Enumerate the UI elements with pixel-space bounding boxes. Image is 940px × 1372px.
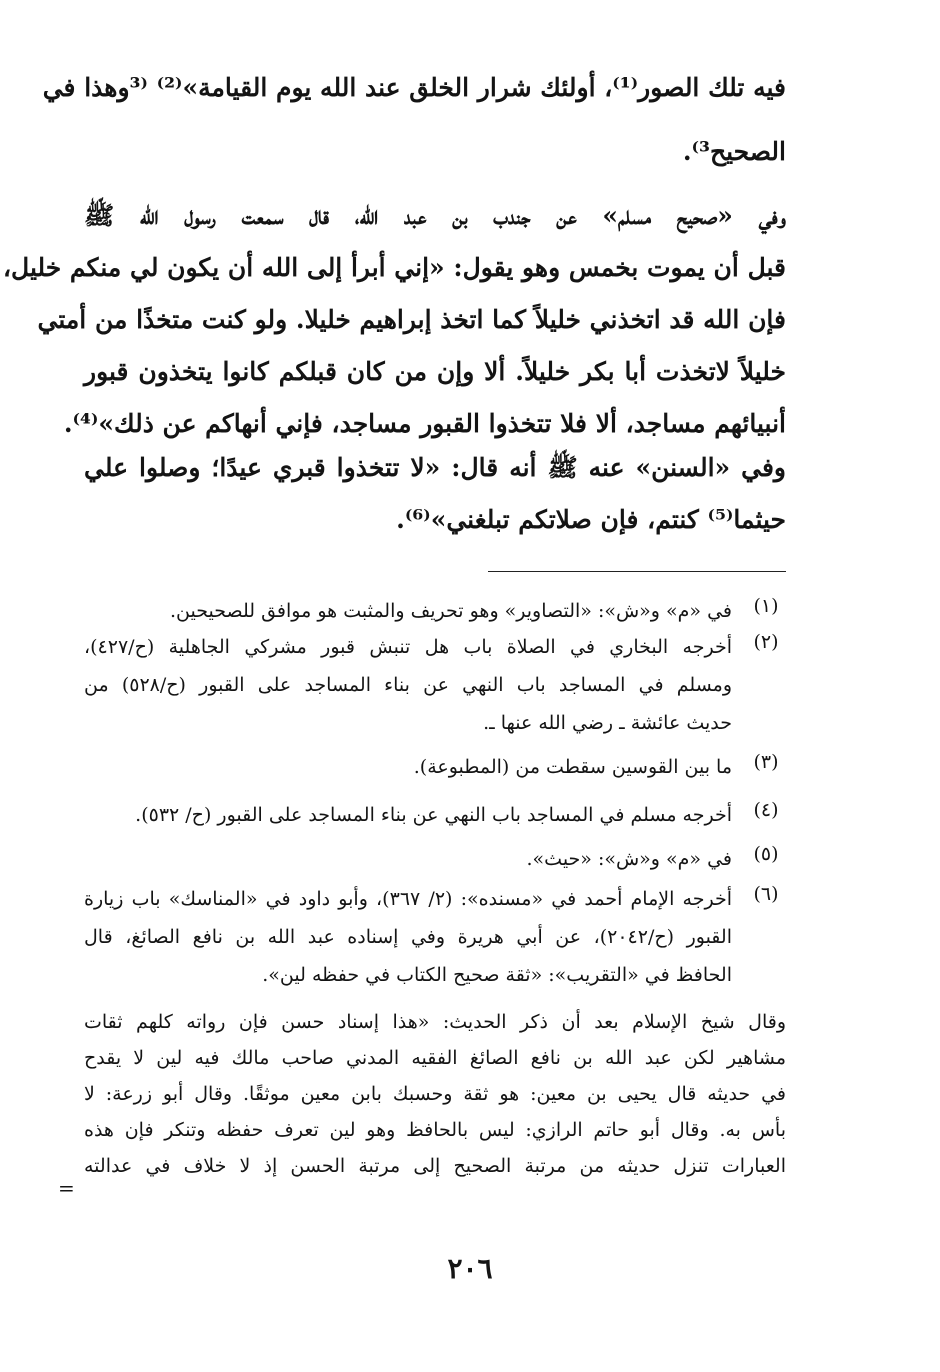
footnote-number: (٥) [753,843,779,865]
footnote-line: القبور (ح/٢٠٤٢)، عن أبي هريرة وفي إسناده عبد الله بن نافع الصائغ، قال [84,926,732,948]
paragraph-1-line-1: فيه تلك الصور⁽¹⁾، أولئك شرار الخلق عند الله يوم القيامة»⁽²⁾ ⁽³وهذا في [42,73,786,102]
text-line: حيثما⁽⁵⁾ كنتم، فإن صلاتكم تبلغني»⁽⁶⁾. [396,505,786,534]
text-line: وفي «صحيح مسلم» عن جندب بن عبد الله، قال سمعت رسول الله ﷺ [84,201,786,230]
continuation-mark: = [58,1176,75,1200]
footnote-number: (١) [753,595,779,617]
footnote-line: في «م» و«ش»: «حيث». [526,848,732,870]
footnote-line: بأس به. وقال أبو حاتم الرازي: ليس بالحافظ وهو لين تعرف حفظه وتنكر فإن هذه [84,1119,786,1141]
footnote-6-continuation [84,1004,786,1184]
footnote-line: مشاهير لكن عبد الله بن نافع الصائغ الفقيه المدني صاحب مالك فيه لين لا يقدح [84,1047,786,1069]
footnote-line: أخرجه مسلم في المساجد باب النهي عن بناء المساجد على القبور (ح/ ٥٣٢). [135,804,732,826]
footnote-number: (٤) [753,799,779,821]
footnote-line: الحافظ في «التقريب»: «ثقة صحيح الكتاب في حفظه لين». [262,964,732,986]
footnote-line: في حديثه قال يحيى بن معين: هو ثقة وحسبك بابن معين موثقًا. وقال أبو زرعة: لا [84,1083,786,1105]
text-line: أنبيائهم مساجد، ألا فلا تتخذوا القبور مساجد، فإني أنهاكم عن ذلك»⁽⁴⁾. [63,409,786,438]
footnote-line: وقال شيخ الإسلام بعد أن ذكر الحديث: «هذا إسناد حسن فإن رواته كلهم ثقات [84,1011,786,1033]
text-line: قبل أن يموت بخمس وهو يقول: «إني أبرأ إلى الله أن يكون لي منكم خليل، [2,253,786,282]
footnote-divider [488,571,786,572]
text-line: خليلاً لاتخذت أبا بكر خليلاً. ألا وإن من كان قبلكم كانوا يتخذون قبور [84,357,786,386]
page-number: ٢٠٦ [447,1252,493,1285]
footnote-line: ومسلم في المساجد باب النهي عن بناء المساجد على القبور (ح/٥٢٨) من [84,674,733,696]
footnote-line: في «م» و«ش»: «التصاوير» وهو تحريف والمثبت هو موافق للصحيحين. [169,600,732,622]
paragraph-1-line-2: الصحيح³⁾. [682,137,786,166]
footnote-number: (٦) [753,883,779,905]
footnote-line: حديث عائشة ـ رضي الله عنها ـ. [483,712,732,734]
footnote-number: (٢) [753,631,779,653]
footnote-line: ما بين القوسين سقطت من (المطبوعة). [413,756,732,778]
text-line: وفي «السنن» عنه ﷺ أنه قال: «لا تتخذوا قبري عيدًا؛ وصلوا علي [84,453,786,482]
footnote-line: العبارات تنزل حديثه من مرتبة الصحيح إلى مرتبة الحسن إذ لا خلاف في عدالته [84,1155,786,1177]
footnote-number: (٣) [753,751,779,773]
text-line: فإن الله قد اتخذني خليلاً كما اتخذ إبراهيم خليلا. ولو كنت متخذًا من أمتي [37,305,786,334]
paragraph-3 [84,442,786,546]
footnote-line: أخرجه الإمام أحمد في «مسنده»: (٢/ ٣٦٧)، وأبو داود في «المناسك» باب زيارة [84,888,732,910]
paragraph-2 [2,190,786,450]
footnote-line: أخرجه البخاري في الصلاة باب هل تنبش قبور مشركي الجاهلية (ح/٤٢٧)، [84,636,732,658]
